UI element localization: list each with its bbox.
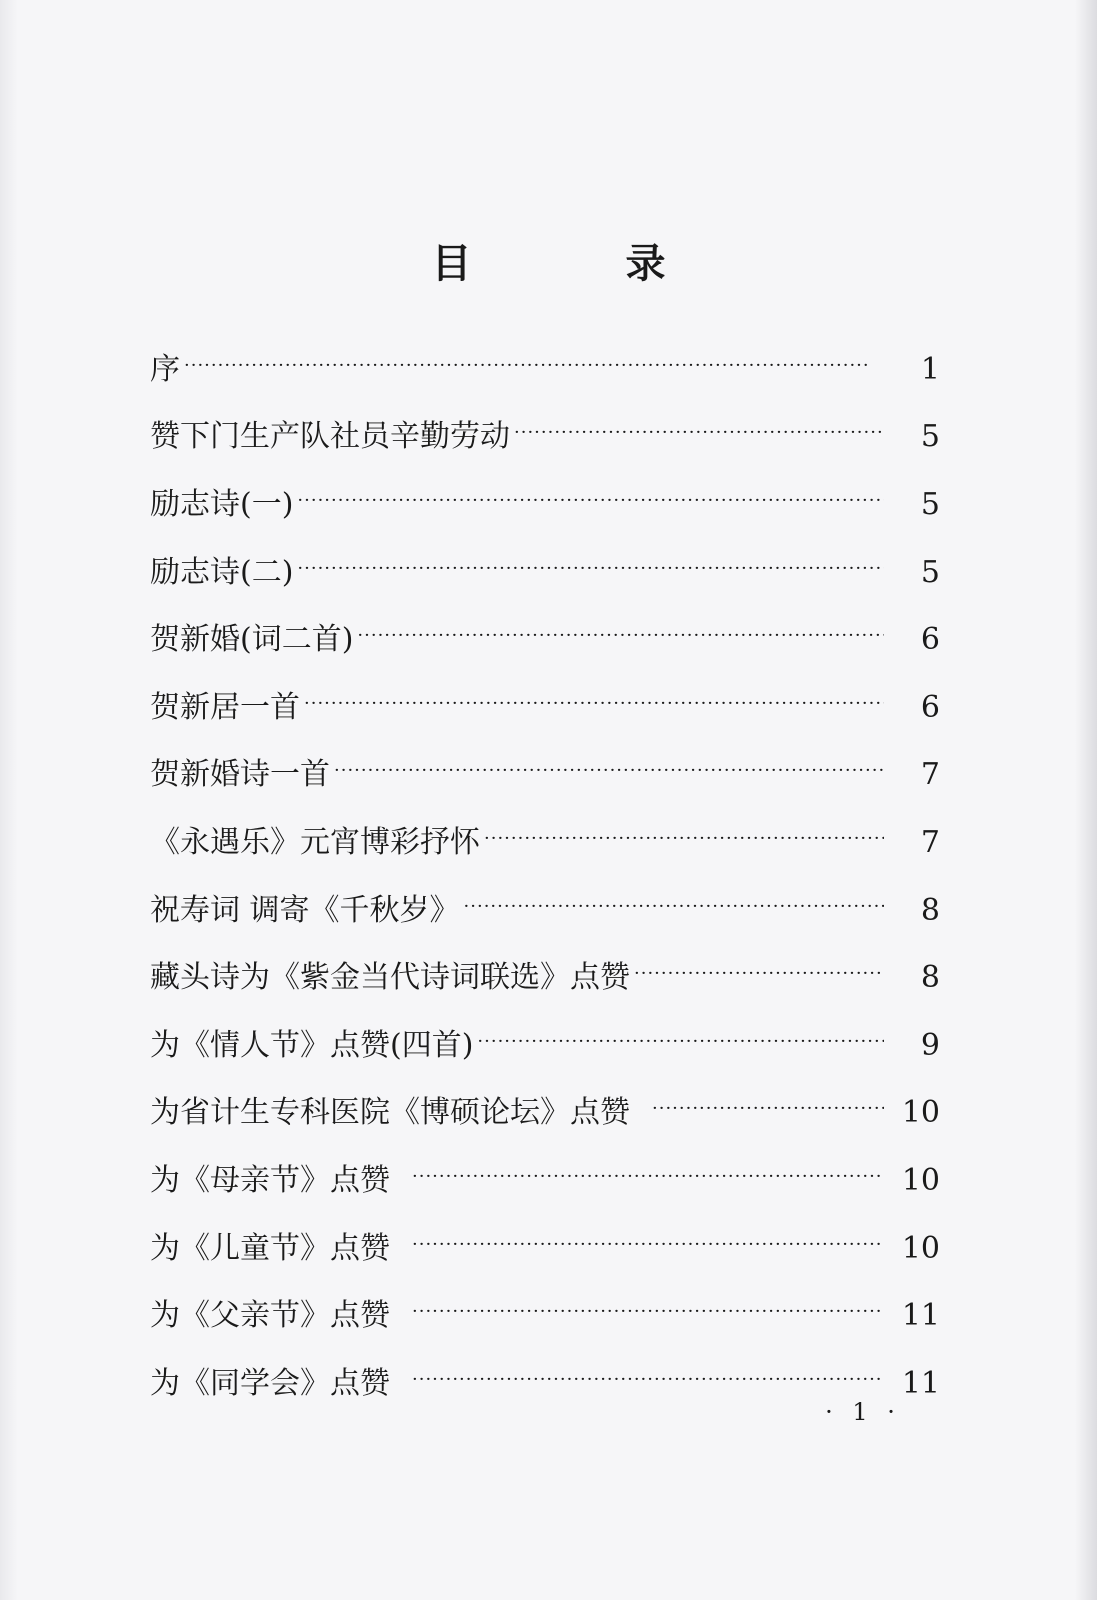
toc-entry: [150, 1282, 940, 1350]
toc-entry: [150, 674, 940, 742]
toc-entry-title: 序: [150, 351, 180, 387]
toc-entry-title: 藏头诗为《紫金当代诗词联选》点赞: [150, 960, 630, 996]
toc-entry-page: 9: [920, 1027, 940, 1063]
toc-entry-page: 11: [901, 1298, 940, 1334]
dot-leader: [184, 357, 884, 375]
dot-leader: [412, 1371, 884, 1389]
toc-entry-page: 10: [901, 1230, 940, 1266]
toc-entry-page: 8: [920, 960, 940, 996]
page-title: 目 录: [431, 241, 736, 287]
toc-entry-title: 励志诗(二): [150, 554, 294, 590]
toc-entry: [150, 809, 940, 877]
toc-entry: [150, 606, 940, 674]
dot-leader: [357, 627, 884, 645]
dot-leader: [412, 1303, 884, 1321]
toc-entry: [150, 1215, 940, 1283]
toc-entry: [150, 877, 940, 945]
toc-entry: [150, 404, 940, 472]
page-number-footer: · 1 ·: [825, 1398, 901, 1426]
dot-leader: [484, 830, 884, 848]
toc-entry: [150, 1012, 940, 1080]
toc-entry-title: 为《情人节》点赞(四首): [150, 1027, 474, 1063]
toc-entry-page: 10: [901, 1095, 940, 1131]
toc-entry-page: 1: [920, 351, 940, 387]
dot-leader: [304, 695, 884, 713]
dot-leader: [412, 1236, 884, 1254]
toc-entry: [150, 742, 940, 810]
dot-leader: [297, 560, 884, 578]
dot-leader: [334, 762, 884, 780]
toc-entry-title: 为省计生专科医院《博硕论坛》点赞: [150, 1095, 630, 1131]
toc-entry-title: 赞下门生产队社员辛勤劳动: [150, 419, 510, 455]
dot-leader: [634, 965, 884, 983]
table-of-contents: [150, 336, 940, 1418]
toc-entry: [150, 539, 940, 607]
toc-entry-title: 为《母亲节》点赞: [150, 1162, 390, 1198]
toc-entry-page: 7: [920, 757, 940, 793]
toc-entry-page: 6: [920, 689, 940, 725]
dot-leader: [297, 492, 884, 510]
toc-entry-title: 励志诗(一): [150, 486, 294, 522]
dot-leader: [412, 1168, 884, 1186]
toc-entry-page: 5: [920, 419, 940, 455]
toc-entry-page: 10: [901, 1162, 940, 1198]
toc-entry-page: 6: [920, 622, 940, 658]
toc-entry-page: 11: [901, 1365, 940, 1401]
toc-entry-title: 祝寿词 调寄《千秋岁》: [150, 892, 460, 928]
toc-entry-page: 5: [920, 486, 940, 522]
toc-entry-title: 为《儿童节》点赞: [150, 1230, 390, 1266]
toc-entry: [150, 944, 940, 1012]
toc-entry: [150, 1147, 940, 1215]
toc-entry-page: 7: [920, 824, 940, 860]
toc-entry: [150, 336, 940, 404]
toc-entry-title: 贺新居一首: [150, 689, 300, 725]
toc-entry-title: 贺新婚(词二首): [150, 622, 354, 658]
toc-entry-page: 8: [920, 892, 940, 928]
toc-entry-title: 为《同学会》点赞: [150, 1365, 390, 1401]
toc-entry-title: 为《父亲节》点赞: [150, 1298, 390, 1334]
toc-entry-title: 《永遇乐》元宵博彩抒怀: [150, 824, 480, 860]
dot-leader: [652, 1100, 884, 1118]
toc-entry: [150, 1080, 940, 1148]
toc-entry-page: 5: [920, 554, 940, 590]
dot-leader: [464, 898, 884, 916]
toc-entry: [150, 471, 940, 539]
dot-leader: [514, 424, 884, 442]
dot-leader: [477, 1033, 884, 1051]
toc-entry-title: 贺新婚诗一首: [150, 757, 330, 793]
